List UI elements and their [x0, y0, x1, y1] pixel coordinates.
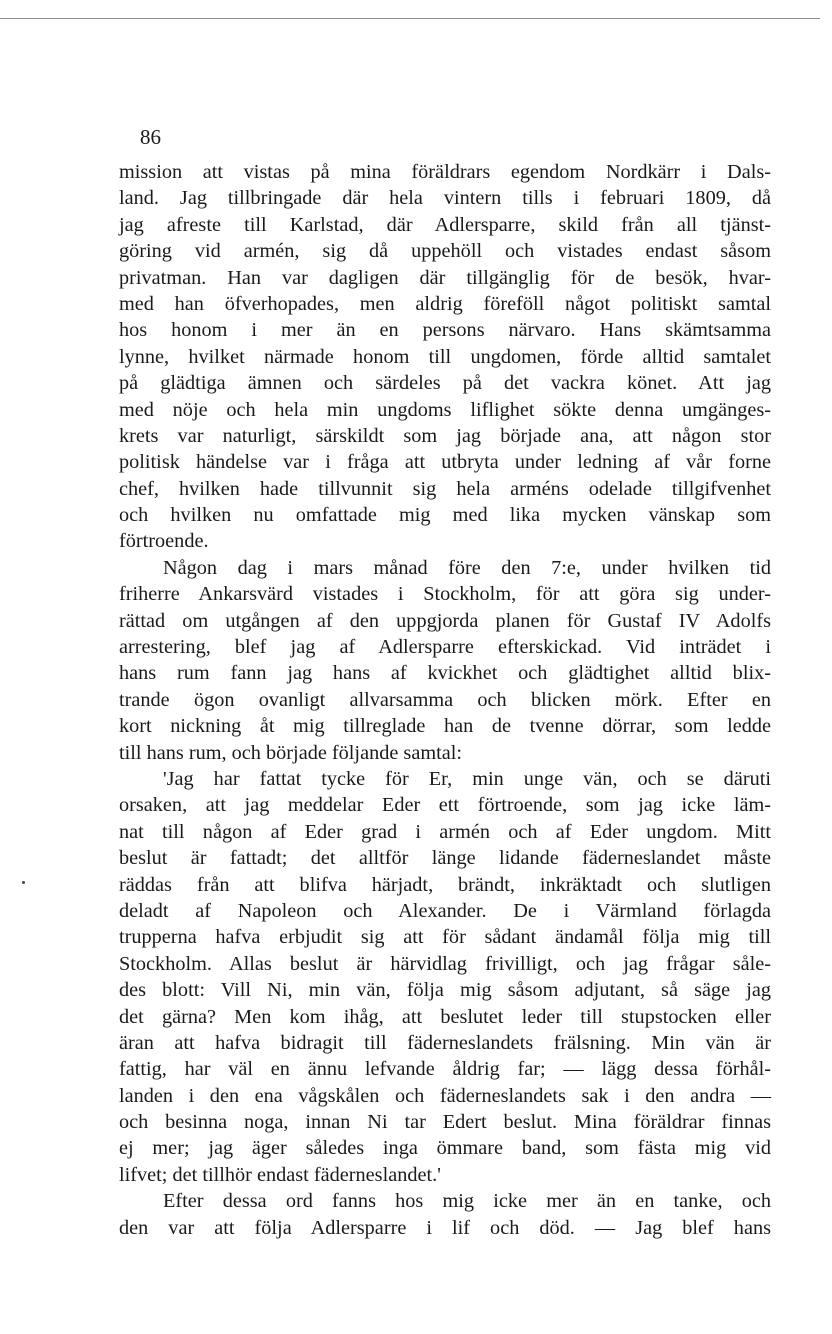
text-line: förtroende.: [119, 530, 209, 553]
paragraph: [119, 159, 771, 555]
text-line: Efter dessa ord fanns hos mig icke mer än en tanke, och: [163, 1190, 771, 1213]
text-line: och hvilken nu omfattade mig med lika mycken vänskap som: [119, 504, 771, 527]
text-line: den var att följa Adlersparre i lif och död. — Jag blef hans: [119, 1216, 771, 1239]
text-line: chef, hvilken hade tillvunnit sig hela arméns odelade tillgifvenhet: [119, 477, 771, 500]
text-line: land. Jag tillbringade där hela vintern tills i februari 1809, då: [119, 187, 771, 210]
text-line: rättad om utgången af den uppgjorda planen för Gustaf IV Adolfs: [119, 609, 771, 632]
text-line: friherre Ankarsvärd vistades i Stockholm, för att göra sig under-: [119, 583, 771, 606]
text-line: lynne, hvilket närmade honom till ungdomen, förde alltid samtalet: [119, 345, 771, 368]
text-line: till hans rum, och började följande samtal:: [119, 741, 462, 764]
text-line: orsaken, att jag meddelar Eder ett förtroende, som jag icke läm-: [119, 794, 771, 817]
text-line: det gärna? Men kom ihåg, att beslutet leder till stupstocken eller: [119, 1005, 771, 1028]
text-line: nat till någon af Eder grad i armén och af Eder ungdom. Mitt: [119, 820, 771, 843]
text-line: krets var naturligt, särskildt som jag började ana, att någon stor: [119, 424, 771, 447]
text-line: räddas från att blifva härjadt, brändt, inkräktadt och slutligen: [119, 873, 771, 896]
text-line: kort nickning åt mig tillreglade han de tvenne dörrar, som ledde: [119, 715, 771, 738]
paragraph: [119, 1188, 771, 1241]
body-text: [119, 159, 771, 1241]
text-line: des blott: Vill Ni, min vän, följa mig såsom adjutant, så säge jag: [119, 979, 771, 1002]
text-line: Stockholm. Allas beslut är härvidlag frivilligt, och jag frågar såle-: [119, 952, 771, 975]
top-rule: [0, 18, 820, 19]
text-line: och besinna noga, innan Ni tar Edert beslut. Mina föräldrar finnas: [119, 1111, 771, 1134]
text-line: hans rum fann jag hans af kvickhet och glädtighet alltid blix-: [119, 662, 771, 685]
text-line: äran att hafva bidragit till fäderneslandets frälsning. Min vän är: [119, 1031, 771, 1054]
text-line: trande ögon ovanligt allvarsamma och blicken mörk. Efter en: [119, 688, 771, 711]
text-line: med nöje och hela min ungdoms liflighet sökte denna umgänges-: [119, 398, 771, 421]
text-line: 'Jag har fattat tycke för Er, min unge vän, och se däruti: [163, 767, 771, 790]
text-line: göring vid armén, sig då uppehöll och vistades endast såsom: [119, 240, 771, 263]
text-line: jag afreste till Karlstad, där Adlersparre, skild från all tjänst-: [119, 213, 771, 236]
text-line: landen i den ena vågskålen och fäderneslandets sak i den andra —: [119, 1084, 771, 1107]
text-line: privatman. Han var dagligen där tillgänglig för de besök, hvar-: [119, 266, 771, 289]
paragraph: [119, 766, 771, 1188]
text-line: hos honom i mer än en persons närvaro. Hans skämtsamma: [119, 319, 771, 342]
text-line: med han öfverhopades, men aldrig föreföll något politiskt samtal: [119, 292, 771, 315]
paragraph: [119, 555, 771, 766]
text-line: Någon dag i mars månad före den 7:e, under hvilken tid: [163, 556, 771, 579]
text-line: mission att vistas på mina föräldrars egendom Nordkärr i Dals-: [119, 161, 771, 183]
text-line: lifvet; det tillhör endast fäderneslandet.': [119, 1163, 441, 1186]
text-line: deladt af Napoleon och Alexander. De i Värmland förlagda: [119, 899, 771, 922]
text-line: arrestering, blef jag af Adlersparre efterskickad. Vid inträdet i: [119, 636, 771, 659]
text-line: fattig, har väl en ännu lefvande åldrig far; — lägg dessa förhål-: [119, 1058, 771, 1081]
text-line: beslut är fattadt; det alltför länge lidande fäderneslandet måste: [119, 847, 771, 870]
text-line: trupperna hafva erbjudit sig att för sådant ändamål följa mig till: [119, 926, 771, 949]
text-line: ej mer; jag äger således inga ömmare band, som fästa mig vid: [119, 1137, 771, 1160]
page-number: 86: [140, 125, 161, 149]
margin-mark: [22, 881, 25, 884]
text-line: politisk händelse var i fråga att utbryta under ledning af vår forne: [119, 451, 771, 474]
text-line: på glädtiga ämnen och särdeles på det vackra könet. Att jag: [119, 372, 771, 395]
